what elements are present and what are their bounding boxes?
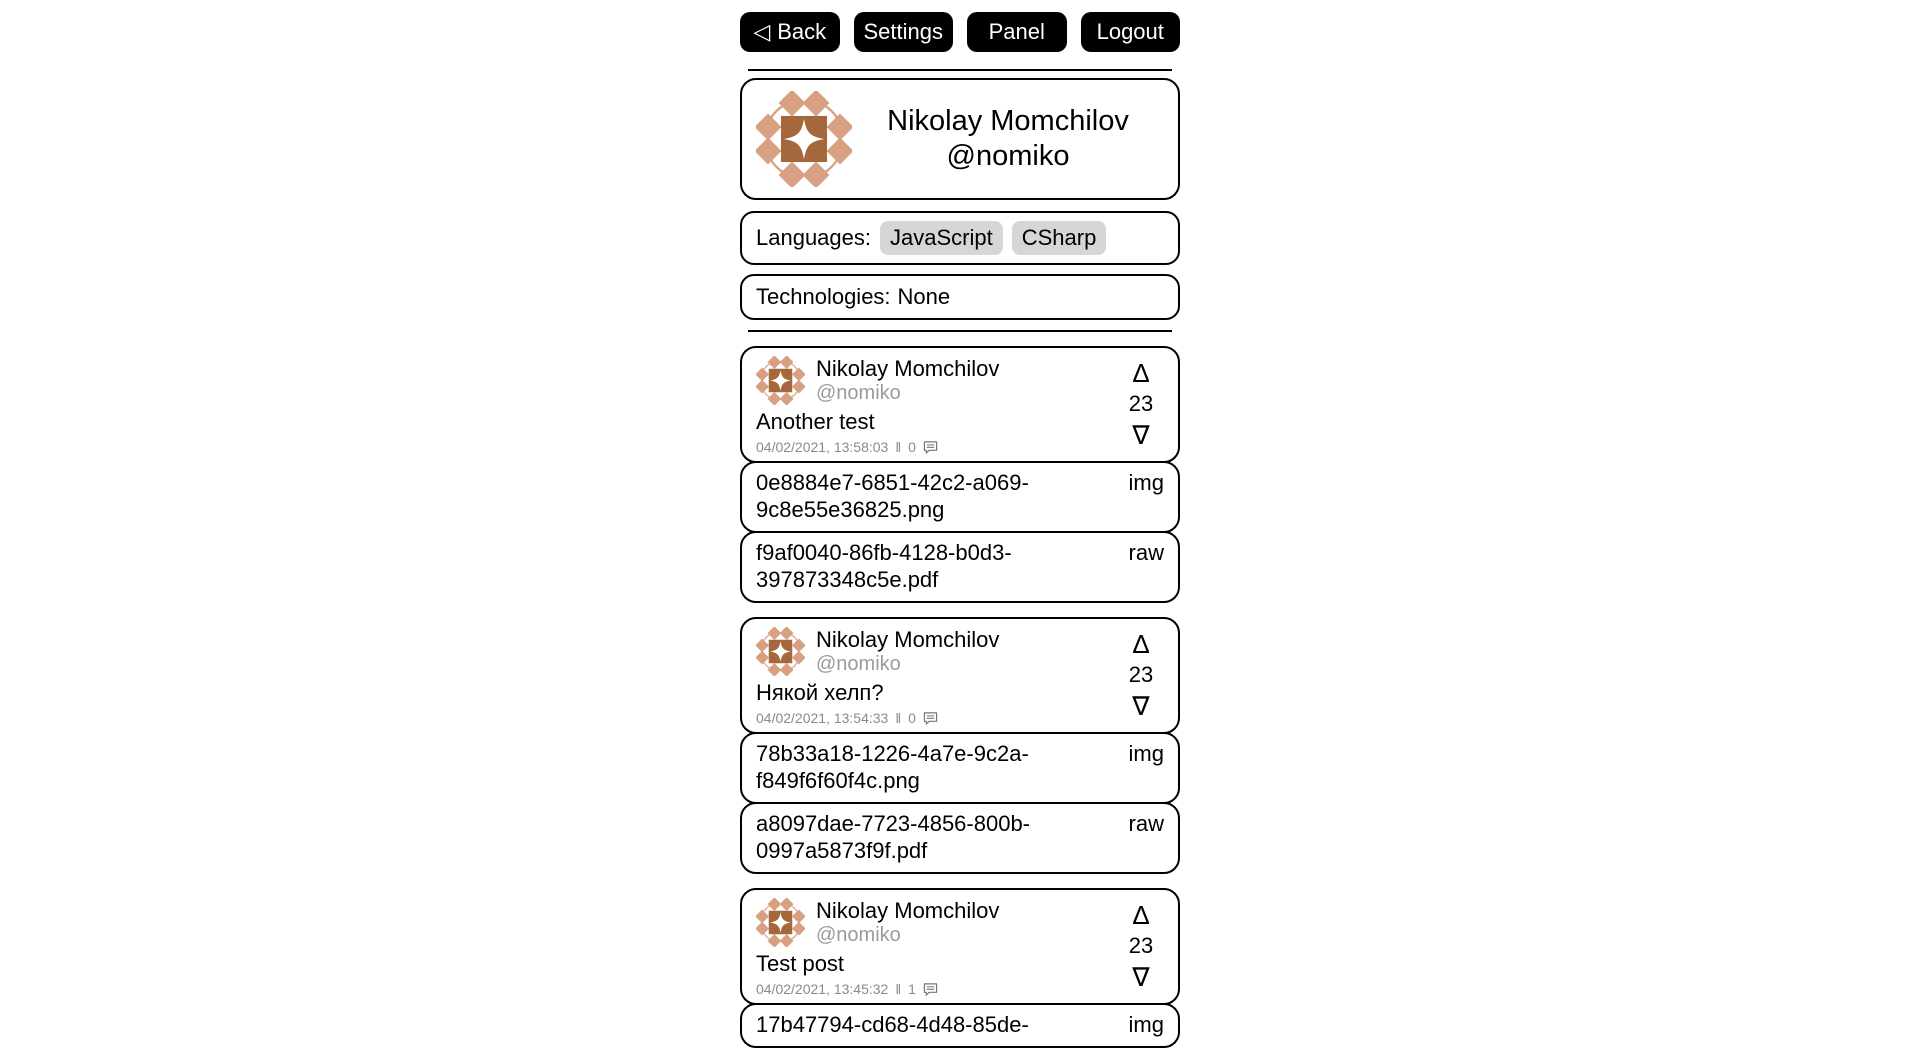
- toolbar: [740, 0, 1180, 52]
- comment-icon: [923, 982, 938, 997]
- post-author: [756, 898, 1118, 947]
- meta-separator: ‖: [895, 439, 902, 455]
- attachment-row[interactable]: [740, 732, 1180, 804]
- attachment-filename: 0e8884e7-6851-42c2-a069-9c8e55e36825.png: [756, 470, 1029, 522]
- vote-column: [1118, 898, 1164, 997]
- post-author-name: Nikolay Momchilov: [816, 898, 1000, 923]
- vote-score: 23: [1128, 933, 1154, 958]
- panel-button[interactable]: [967, 12, 1067, 52]
- post-author-name: Nikolay Momchilov: [816, 627, 1000, 652]
- vote-column: [1118, 356, 1164, 455]
- attachment-filename: f9af0040-86fb-4128-b0d3-397873348c5e.pdf: [756, 540, 1012, 592]
- profile-names: [852, 104, 1164, 174]
- upvote-button[interactable]: Δ: [1132, 900, 1150, 930]
- post-author: [756, 356, 1118, 405]
- comment-count: 0: [908, 439, 916, 455]
- upvote-button[interactable]: Δ: [1132, 629, 1150, 659]
- post-author-name: Nikolay Momchilov: [816, 356, 1000, 381]
- downvote-button[interactable]: ∇: [1132, 420, 1150, 450]
- logout-button[interactable]: [1081, 12, 1181, 52]
- downvote-button[interactable]: ∇: [1132, 962, 1150, 992]
- settings-button[interactable]: [854, 12, 954, 52]
- post-author-avatar: [756, 898, 805, 947]
- back-icon: ◁: [753, 19, 771, 44]
- panel-button-label: Panel: [988, 19, 1045, 44]
- upvote-button[interactable]: Δ: [1132, 358, 1150, 388]
- meta-separator: ‖: [895, 710, 902, 726]
- attachment-row[interactable]: [740, 531, 1180, 603]
- logout-button-label: Logout: [1096, 19, 1164, 44]
- post-card[interactable]: [740, 617, 1180, 734]
- post-author-avatar: [756, 356, 805, 405]
- post-meta: [756, 981, 1118, 997]
- back-button[interactable]: [740, 12, 840, 52]
- attachment-kind: img: [1128, 470, 1164, 495]
- page-content: [740, 0, 1180, 1048]
- post-group: [740, 617, 1180, 874]
- vote-score: 23: [1128, 662, 1154, 687]
- divider: [748, 69, 1172, 71]
- vote-column: [1118, 627, 1164, 726]
- languages-card: [740, 211, 1180, 265]
- post-title: Another test: [756, 409, 875, 434]
- technologies-label: Technologies:: [756, 284, 891, 309]
- profile-name: Nikolay Momchilov: [887, 105, 1129, 137]
- divider: [748, 330, 1172, 332]
- comment-icon: [923, 711, 938, 726]
- post-main: [756, 898, 1118, 997]
- technologies-value: None: [897, 284, 951, 309]
- profile-card: [740, 78, 1180, 200]
- post-group: [740, 888, 1180, 1048]
- attachment-row[interactable]: [740, 461, 1180, 533]
- language-badge: JavaScript: [880, 221, 1003, 255]
- attachment-row[interactable]: [740, 802, 1180, 874]
- attachment-filename: 78b33a18-1226-4a7e-9c2a-f849f6f60f4c.png: [756, 741, 1029, 793]
- comment-icon: [923, 440, 938, 455]
- meta-separator: ‖: [895, 981, 902, 997]
- downvote-button[interactable]: ∇: [1132, 691, 1150, 721]
- post-author-handle: @nomiko: [816, 653, 901, 675]
- profile-avatar: [756, 91, 852, 187]
- post-author-avatar: [756, 627, 805, 676]
- post-card[interactable]: [740, 346, 1180, 463]
- language-badge: CSharp: [1012, 221, 1107, 255]
- post-card[interactable]: [740, 888, 1180, 1005]
- attachment-row[interactable]: [740, 1003, 1180, 1048]
- attachment-kind: img: [1128, 741, 1164, 766]
- attachment-kind: raw: [1128, 811, 1164, 836]
- post-author-handle: @nomiko: [816, 382, 901, 404]
- post-main: [756, 356, 1118, 455]
- post-meta: [756, 710, 1118, 726]
- attachment-kind: img: [1128, 1012, 1164, 1037]
- post-title: Test post: [756, 951, 845, 976]
- profile-handle: @nomiko: [946, 140, 1070, 172]
- post-title: Някой хелп?: [756, 680, 884, 705]
- technologies-card: [740, 274, 1180, 320]
- post-author-handle: @nomiko: [816, 924, 901, 946]
- attachment-filename: 17b47794-cd68-4d48-85de-: [756, 1012, 1029, 1037]
- settings-button-label: Settings: [863, 19, 943, 44]
- post-main: [756, 627, 1118, 726]
- back-button-label: Back: [777, 19, 827, 44]
- vote-score: 23: [1128, 391, 1154, 416]
- comment-count: 1: [908, 981, 916, 997]
- attachment-kind: raw: [1128, 540, 1164, 565]
- post-meta: [756, 439, 1118, 455]
- comment-count: 0: [908, 710, 916, 726]
- post-author: [756, 627, 1118, 676]
- languages-label: Languages:: [756, 225, 871, 250]
- attachment-filename: a8097dae-7723-4856-800b-0997a5873f9f.pdf: [756, 811, 1031, 863]
- post-timestamp: 04/02/2021, 13:58:03: [756, 439, 889, 455]
- post-timestamp: 04/02/2021, 13:54:33: [756, 710, 889, 726]
- post-group: [740, 346, 1180, 603]
- post-timestamp: 04/02/2021, 13:45:32: [756, 981, 889, 997]
